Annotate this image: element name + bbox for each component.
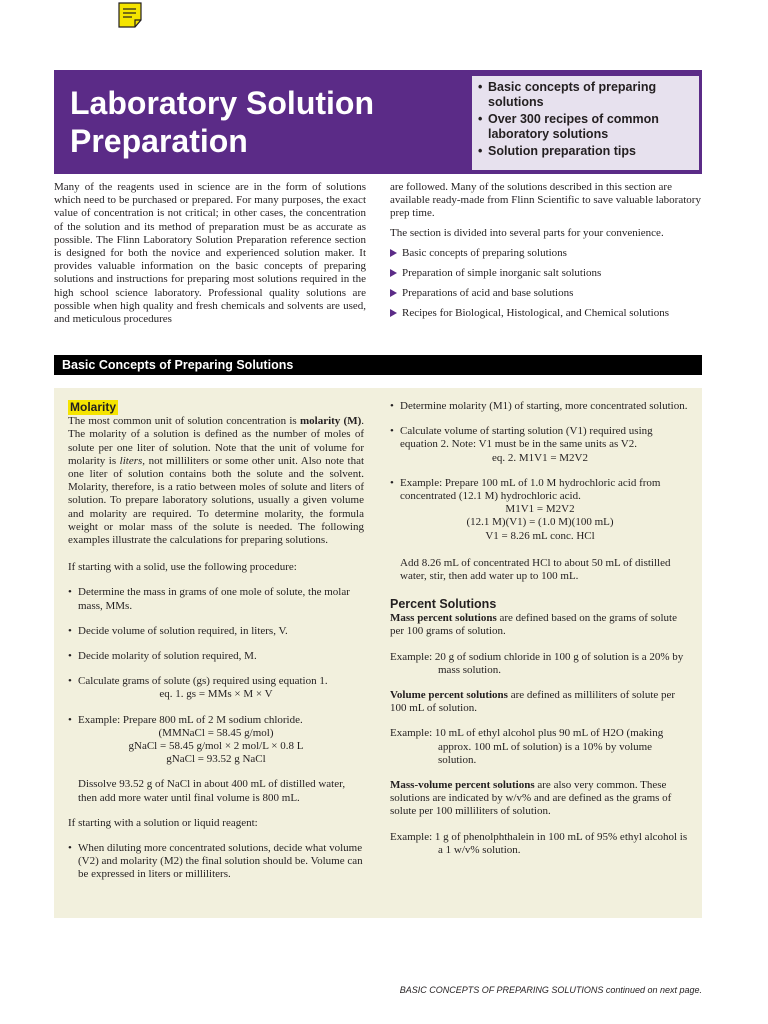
example-nacl-line: gNaCl = 58.45 g/mol × 2 mol/L × 0.8 L [128, 740, 304, 753]
example-hcl-line: (12.1 M)(V1) = (1.0 M)(100 mL) [466, 516, 614, 529]
example-hcl-line: V1 = 8.26 mL conc. HCl [485, 529, 595, 542]
example-nacl: • Example: Prepare 800 mL of 2 M sodium chloride. [68, 714, 364, 727]
example-nacl-line: (MMNaCl = 58.45 g/mol) [158, 726, 274, 739]
parts-list-item: Preparation of simple inorganic salt solutions [390, 266, 702, 280]
step-dilute: • When diluting more concentrated solutions, decide what volume (V2) and molarity (M2) the final solution should be. Volume can be expressed in liters or milliliters. [68, 842, 364, 882]
example-hcl-line: M1V1 = M2V2 [505, 503, 575, 516]
left-column [68, 400, 364, 882]
highlight-item: • Over 300 recipes of common laboratory solutions [478, 112, 699, 142]
step-grams: • Calculate grams of solute (gs) required using equation 1. [68, 675, 364, 688]
right-column [390, 400, 690, 857]
highlight-item: • Basic concepts of preparing solutions [478, 80, 699, 110]
equation-1: eq. 1. gs = MMs × M × V [159, 688, 273, 701]
section-header-bar [54, 355, 702, 375]
intro-parts-lead: The section is divided into several parts for your convenience. [390, 226, 664, 239]
footer-continued: continued on next page. [605, 985, 702, 995]
percent-solutions-heading: Percent Solutions [390, 597, 497, 612]
content-panel [54, 388, 702, 918]
intro-right-column [390, 181, 702, 326]
parts-list [390, 246, 702, 320]
triangle-bullet-icon [390, 249, 397, 257]
intro-paragraph: Many of the reagents used in science are in the form of solutions which need to be purchased or prepared. For many purposes, the exact value of concentration is not critical; in other cases, the concentration of the solution and its method of preparation must be as accurate as possible. The Flinn Laboratory Solution Preparation reference section is designed for both the novice and experienced solution maker. It provides valuable information on the basic concepts of preparing solutions and instructions for preparing most solutions required in the high school science laboratory. Professional quality solutions are possible when high quality and fresh chemicals and solvents are used, and meticulous procedures [54, 181, 366, 326]
mass-volume-example: Example: 1 g of phenolphthalein in 100 mL of 95% ethyl alcohol is a 1 w/v% solution. [390, 830, 688, 856]
highlight-item: • Solution preparation tips [478, 144, 699, 159]
step-starting-volume: • Calculate volume of starting solution (V1) required using equation 2. Note: V1 must be in the same units as V2. [390, 425, 690, 451]
page-footer [400, 985, 702, 995]
triangle-bullet-icon [390, 269, 397, 277]
step-volume: • Decide volume of solution required, in liters, V. [68, 625, 364, 638]
triangle-bullet-icon [390, 309, 397, 317]
solid-procedure-intro: If starting with a solid, use the following procedure: [68, 561, 297, 574]
mass-volume-definition: Mass-volume percent solutions are also very common. These solutions are indicated by w/v% and are defined as the grams of solute per 100 milliliters of solution. [390, 779, 672, 818]
highlights-list [472, 76, 699, 159]
parts-list-item: Recipes for Biological, Histological, and Chemical solutions [390, 306, 702, 320]
mass-percent-example: Example: 20 g of sodium chloride in 100 g of solution is a 20% by mass solution. [390, 650, 684, 676]
equation-2: eq. 2. M1V1 = M2V2 [491, 451, 589, 464]
triangle-bullet-icon [390, 289, 397, 297]
footer-section-name: BASIC CONCEPTS OF PREPARING SOLUTIONS [399, 985, 604, 995]
dissolve-instruction: Dissolve 93.52 g of NaCl in about 400 mL of distilled water, then add more water until final volume is 800 mL. [78, 778, 346, 804]
highlights-box [472, 76, 699, 170]
example-hcl: • Example: Prepare 100 mL of 1.0 M hydrochloric acid from concentrated (12.1 M) hydrochloric acid. [390, 477, 690, 503]
page-title: Laboratory Solution Preparation [70, 85, 374, 159]
molarity-definition: The most common unit of solution concentration is molarity (M). The molarity of a solution is defined as the number of moles of solute per one liter of solution. Note that the unit of volume for molarity is liters, not milliliters or some other unit. Also note that one liter of solution contains both the solute and the solvent. Molarity, therefore, is a ratio between moles of solute and liters of solution. To prepare laboratory solutions, usually a given volume and molarity are required. To determine molarity, the formula weight or molar mass of the solute is needed. The following examples illustrate the calculations for preparing solutions. [68, 415, 365, 547]
parts-list-item: Preparations of acid and base solutions [390, 286, 702, 300]
parts-list-item: Basic concepts of preparing solutions [390, 246, 702, 260]
step-molarity: • Decide molarity of solution required, M. [68, 650, 364, 663]
example-nacl-line: gNaCl = 93.52 g NaCl [166, 753, 266, 766]
intro-continuation: are followed. Many of the solutions described in this section are available ready-made from Flinn Scientific to save valuable laboratory prep time. [390, 181, 701, 220]
molarity-heading: Molarity [70, 400, 117, 414]
volume-percent-example: Example: 10 mL of ethyl alcohol plus 90 mL of H2O (making approx. 100 mL of solution) is a 10% by volume solution. [390, 727, 664, 766]
volume-percent-definition: Volume percent solutions are defined as milliliters of solute per 100 mL of solution. [390, 689, 676, 715]
note-icon [118, 2, 142, 28]
mass-percent-definition: Mass percent solutions are defined based on the grams of solute per 100 grams of solution. [390, 612, 677, 638]
step-molar-mass: • Determine the mass in grams of one mole of solute, the molar mass, MMs. [68, 586, 364, 612]
title-banner [54, 70, 702, 174]
step-starting-molarity: • Determine molarity (M1) of starting, more concentrated solution. [390, 400, 690, 413]
section-title: Basic Concepts of Preparing Solutions [62, 358, 294, 372]
liquid-procedure-intro: If starting with a solution or liquid reagent: [68, 816, 258, 829]
add-instruction: Add 8.26 mL of concentrated HCl to about 50 mL of distilled water, stir, then add water up to 100 mL. [400, 556, 671, 583]
